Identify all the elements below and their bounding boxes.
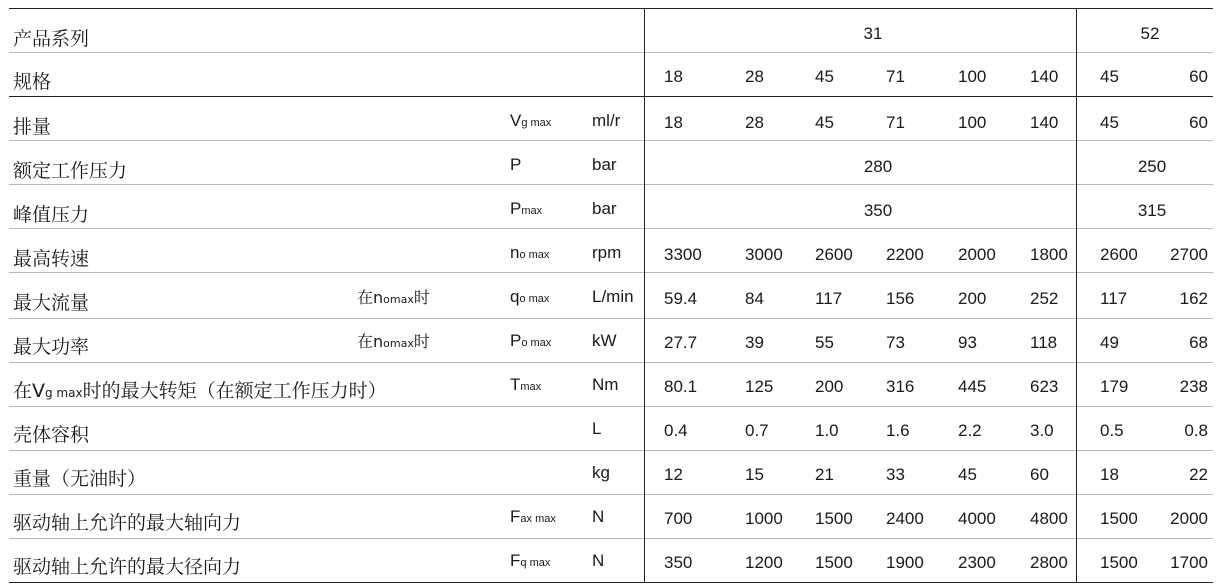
value-text: 0.5 bbox=[1100, 421, 1124, 440]
row-label bbox=[13, 338, 89, 357]
note-subscript: omax bbox=[383, 337, 414, 350]
table-cell bbox=[1100, 466, 1119, 483]
table-cell bbox=[815, 334, 834, 351]
row-unit bbox=[592, 200, 617, 217]
symbol-main: T bbox=[510, 375, 521, 394]
row-label bbox=[13, 206, 89, 225]
table-cell bbox=[886, 466, 905, 483]
unit-text: L/min bbox=[592, 287, 634, 306]
value-text: 59.4 bbox=[664, 289, 698, 308]
table-cell bbox=[1189, 466, 1208, 483]
label-subscript: g max bbox=[45, 386, 83, 400]
condition-note bbox=[357, 290, 430, 306]
value-text: 21 bbox=[815, 465, 834, 484]
value-text: 93 bbox=[958, 333, 977, 352]
symbol-main: F bbox=[510, 551, 521, 570]
spec-text: 140 bbox=[1030, 67, 1059, 86]
symbol-subscript: ax max bbox=[520, 513, 556, 525]
table-cell bbox=[886, 246, 924, 263]
row-unit bbox=[592, 552, 604, 569]
unit-text: kW bbox=[592, 331, 617, 350]
note-text: 时 bbox=[413, 288, 430, 307]
row-label bbox=[13, 294, 89, 313]
spec-text: 45 bbox=[815, 67, 834, 86]
value-text: 200 bbox=[958, 289, 987, 308]
table-cell bbox=[664, 290, 697, 307]
table-cell bbox=[815, 290, 842, 307]
value-text: 156 bbox=[886, 289, 915, 308]
row-symbol bbox=[510, 156, 521, 173]
table-cell bbox=[664, 114, 683, 131]
value-text: 1900 bbox=[886, 553, 924, 572]
table-cell bbox=[886, 290, 914, 307]
symbol-main: V bbox=[510, 111, 522, 130]
spec-text: 45 bbox=[1100, 67, 1119, 86]
value-text: 1500 bbox=[1100, 553, 1138, 572]
unit-text: L bbox=[592, 419, 602, 438]
spec-value bbox=[1189, 68, 1208, 85]
table-cell bbox=[958, 378, 986, 395]
label-part: 时的最大转矩（在额定工作压力时） bbox=[82, 380, 387, 402]
unit-text: N bbox=[592, 551, 605, 570]
rule bbox=[9, 272, 1213, 273]
value-text: 2600 bbox=[815, 245, 853, 264]
table-cell bbox=[815, 114, 834, 131]
table-cell bbox=[1180, 378, 1208, 395]
unit-text: ml/r bbox=[592, 111, 621, 130]
value-text: 117 bbox=[815, 289, 843, 308]
table-cell bbox=[745, 554, 783, 571]
value-text: 238 bbox=[1179, 377, 1208, 396]
table-cell bbox=[664, 246, 702, 263]
note-subscript: omax bbox=[383, 293, 414, 306]
row-unit bbox=[592, 112, 620, 129]
value-text: 39 bbox=[745, 333, 764, 352]
table-cell bbox=[1030, 422, 1054, 439]
series-52: 52 bbox=[1140, 24, 1160, 43]
table-cell bbox=[745, 422, 769, 439]
row-label bbox=[13, 162, 127, 181]
value-text: 1.0 bbox=[815, 421, 839, 440]
row-unit bbox=[592, 156, 617, 173]
value-text: 49 bbox=[1100, 333, 1119, 352]
value-text: 2600 bbox=[1100, 245, 1138, 264]
note-text: 在n bbox=[357, 332, 384, 351]
value-text: 623 bbox=[1030, 377, 1059, 396]
row-unit bbox=[592, 508, 604, 525]
value-text: 18 bbox=[664, 113, 683, 132]
value-text: 55 bbox=[815, 333, 834, 352]
unit-text: rpm bbox=[592, 243, 622, 262]
row-symbol bbox=[510, 332, 551, 349]
table-cell bbox=[1100, 334, 1119, 351]
row-symbol bbox=[510, 288, 549, 305]
value-text: 350 bbox=[863, 201, 893, 220]
table-cell bbox=[1030, 378, 1058, 395]
condition-note bbox=[357, 334, 430, 350]
label-text: 重量（无油时） bbox=[13, 468, 147, 490]
table-cell bbox=[815, 246, 853, 263]
symbol-subscript: o max bbox=[519, 249, 550, 261]
symbol-main: q bbox=[510, 287, 520, 306]
row-label bbox=[13, 426, 89, 445]
row-label bbox=[13, 382, 387, 401]
value-text: 118 bbox=[1030, 333, 1058, 352]
table-cell bbox=[815, 554, 853, 571]
value-text: 315 bbox=[1137, 201, 1167, 220]
value-text: 0.4 bbox=[664, 421, 688, 440]
spec-value bbox=[1030, 68, 1058, 85]
value-text: 12 bbox=[664, 465, 683, 484]
value-text: 84 bbox=[745, 289, 764, 308]
value-text: 100 bbox=[958, 113, 987, 132]
table-cell bbox=[745, 466, 764, 483]
value-text: 1500 bbox=[1100, 509, 1138, 528]
note-text: 时 bbox=[413, 332, 430, 351]
table-cell bbox=[1100, 378, 1128, 395]
row-symbol bbox=[510, 200, 542, 217]
spec-value bbox=[1100, 68, 1119, 85]
value-text: 18 bbox=[1100, 465, 1119, 484]
label-text: 最高转速 bbox=[13, 248, 90, 270]
table-cell bbox=[886, 378, 914, 395]
rule bbox=[9, 362, 1213, 363]
spec-value bbox=[958, 68, 986, 85]
value-text: 2700 bbox=[1170, 245, 1208, 264]
table-cell bbox=[1100, 510, 1138, 527]
row-unit bbox=[592, 420, 601, 437]
table-cell bbox=[958, 554, 996, 571]
table-cell bbox=[1189, 334, 1208, 351]
value-text: 4000 bbox=[958, 509, 996, 528]
rule bbox=[9, 494, 1213, 495]
table-cell bbox=[1030, 334, 1057, 351]
series-31: 31 bbox=[863, 24, 883, 43]
value-text: 45 bbox=[958, 465, 977, 484]
rule bbox=[9, 52, 1213, 53]
table-cell bbox=[886, 422, 910, 439]
value-text: 445 bbox=[958, 377, 987, 396]
label-text: 峰值压力 bbox=[13, 204, 90, 226]
value-text: 250 bbox=[1137, 157, 1167, 176]
spec-value bbox=[745, 68, 764, 85]
table-cell bbox=[664, 510, 692, 527]
spec-value bbox=[886, 68, 905, 85]
symbol-main: P bbox=[510, 199, 522, 218]
row-unit bbox=[592, 464, 610, 481]
label-text: 驱动轴上允许的最大径向力 bbox=[13, 556, 242, 578]
table-cell bbox=[815, 378, 843, 395]
value-text: 2800 bbox=[1030, 553, 1068, 572]
table-cell bbox=[1170, 554, 1208, 571]
value-text: 179 bbox=[1100, 377, 1129, 396]
value-text: 15 bbox=[745, 465, 764, 484]
value-text: 27.7 bbox=[664, 333, 698, 352]
symbol-main: n bbox=[510, 243, 520, 262]
row-symbol bbox=[510, 552, 550, 569]
unit-text: N bbox=[592, 507, 605, 526]
table-cell bbox=[745, 378, 773, 395]
table-cell bbox=[1100, 290, 1127, 307]
table-cell bbox=[958, 466, 977, 483]
unit-text: bar bbox=[592, 155, 617, 174]
row-label bbox=[13, 514, 241, 533]
rule-bottom bbox=[9, 582, 1213, 583]
symbol-subscript: o max bbox=[521, 337, 552, 349]
row-label bbox=[13, 558, 241, 577]
value-text: 28 bbox=[745, 113, 764, 132]
row-unit bbox=[592, 332, 617, 349]
value-text: 2300 bbox=[958, 553, 996, 572]
table-cell bbox=[1184, 422, 1208, 439]
value-text: 1800 bbox=[1030, 245, 1068, 264]
symbol-main: F bbox=[510, 507, 521, 526]
value-text: 1.6 bbox=[886, 421, 910, 440]
rule-header-bottom bbox=[9, 96, 1213, 97]
value-text: 252 bbox=[1030, 289, 1059, 308]
unit-text: bar bbox=[592, 199, 617, 218]
unit-text: Nm bbox=[592, 375, 619, 394]
value-text: 80.1 bbox=[664, 377, 698, 396]
table-cell bbox=[1030, 114, 1058, 131]
table-cell bbox=[886, 114, 905, 131]
value-text: 2000 bbox=[1170, 509, 1208, 528]
label-text: 最大流量 bbox=[13, 292, 90, 314]
merged-value-52 bbox=[1138, 202, 1166, 219]
table-cell bbox=[664, 378, 697, 395]
symbol-subscript: max bbox=[521, 205, 543, 217]
spec-text: 18 bbox=[664, 67, 683, 86]
value-text: 125 bbox=[745, 377, 774, 396]
value-text: 2000 bbox=[958, 245, 996, 264]
row-label bbox=[13, 118, 51, 137]
table-cell bbox=[664, 422, 688, 439]
value-text: 3000 bbox=[745, 245, 783, 264]
table-cell bbox=[958, 246, 996, 263]
value-text: 2400 bbox=[886, 509, 924, 528]
table-cell bbox=[1100, 554, 1138, 571]
table-cell bbox=[1100, 422, 1124, 439]
merged-value-31 bbox=[864, 158, 892, 175]
table-cell bbox=[1189, 114, 1208, 131]
value-text: 0.7 bbox=[745, 421, 769, 440]
row-symbol bbox=[510, 244, 549, 261]
label-text: 壳体容积 bbox=[13, 424, 90, 446]
table-cell bbox=[745, 246, 783, 263]
value-text: 71 bbox=[886, 113, 905, 132]
merged-value-52 bbox=[1138, 158, 1166, 175]
table-cell bbox=[958, 422, 982, 439]
value-text: 2.2 bbox=[958, 421, 982, 440]
rule bbox=[9, 406, 1213, 407]
value-text: 1500 bbox=[815, 553, 853, 572]
label-text: 驱动轴上允许的最大轴向力 bbox=[13, 512, 242, 534]
value-text: 1700 bbox=[1170, 553, 1208, 572]
value-text: 1200 bbox=[745, 553, 783, 572]
symbol-main: P bbox=[510, 331, 522, 350]
value-text: 140 bbox=[1030, 113, 1059, 132]
spec-value bbox=[664, 68, 683, 85]
table-cell bbox=[664, 466, 683, 483]
table-cell bbox=[1100, 246, 1138, 263]
label-text: 额定工作压力 bbox=[13, 160, 128, 182]
table-cell bbox=[815, 510, 853, 527]
label-text: 排量 bbox=[13, 116, 52, 138]
value-text: 3300 bbox=[664, 245, 702, 264]
spec-label: 规格 bbox=[13, 71, 52, 93]
value-text: 200 bbox=[815, 377, 844, 396]
symbol-subscript: q max bbox=[520, 557, 551, 569]
rule bbox=[9, 318, 1213, 319]
value-text: 316 bbox=[886, 377, 915, 396]
row-unit bbox=[592, 376, 618, 393]
table-cell bbox=[745, 114, 764, 131]
row-symbol bbox=[510, 376, 541, 393]
row-unit bbox=[592, 288, 634, 305]
merged-value-31 bbox=[864, 202, 892, 219]
label-text: 最大功率 bbox=[13, 336, 90, 358]
table-cell bbox=[815, 466, 834, 483]
spec-text: 71 bbox=[886, 67, 905, 86]
value-text: 350 bbox=[664, 553, 693, 572]
value-text: 1000 bbox=[745, 509, 783, 528]
table-cell bbox=[958, 114, 986, 131]
value-text: 45 bbox=[1100, 113, 1119, 132]
table-cell bbox=[1170, 510, 1208, 527]
table-cell bbox=[1030, 290, 1058, 307]
row-unit bbox=[592, 244, 621, 261]
value-text: 60 bbox=[1030, 465, 1049, 484]
table-cell bbox=[1030, 246, 1068, 263]
table-cell bbox=[886, 510, 924, 527]
rule-top bbox=[9, 8, 1213, 9]
value-text: 0.8 bbox=[1184, 421, 1208, 440]
series-divider bbox=[1076, 8, 1077, 583]
value-text: 3.0 bbox=[1030, 421, 1054, 440]
row-symbol bbox=[510, 508, 556, 525]
table-cell bbox=[1180, 290, 1208, 307]
table-cell bbox=[958, 290, 986, 307]
value-text: 22 bbox=[1189, 465, 1208, 484]
unit-text: kg bbox=[592, 463, 610, 482]
row-symbol bbox=[510, 112, 551, 129]
value-text: 68 bbox=[1189, 333, 1208, 352]
table-cell bbox=[745, 290, 764, 307]
value-text: 117 bbox=[1100, 289, 1128, 308]
symbol-main: P bbox=[510, 155, 522, 174]
table-cell bbox=[1030, 510, 1068, 527]
spec-text: 28 bbox=[745, 67, 764, 86]
table-cell bbox=[958, 334, 977, 351]
value-text: 700 bbox=[664, 509, 693, 528]
table-cell bbox=[886, 554, 924, 571]
table-cell bbox=[664, 554, 692, 571]
note-text: 在n bbox=[357, 288, 384, 307]
symbol-subscript: max bbox=[520, 381, 542, 393]
rule bbox=[9, 538, 1213, 539]
table-cell bbox=[745, 334, 764, 351]
value-text: 45 bbox=[815, 113, 834, 132]
symbol-subscript: g max bbox=[521, 117, 552, 129]
table-cell bbox=[886, 334, 905, 351]
table-cell bbox=[815, 422, 839, 439]
label-part: 在V bbox=[13, 380, 45, 402]
spec-text: 60 bbox=[1189, 67, 1208, 86]
series-label: 产品系列 bbox=[13, 28, 90, 50]
value-text: 280 bbox=[863, 157, 893, 176]
value-text: 4800 bbox=[1030, 509, 1068, 528]
table-cell bbox=[1030, 466, 1049, 483]
table-cell bbox=[1030, 554, 1068, 571]
value-text: 2200 bbox=[886, 245, 924, 264]
value-text: 60 bbox=[1189, 113, 1208, 132]
value-text: 73 bbox=[886, 333, 905, 352]
table-cell bbox=[958, 510, 996, 527]
table-cell bbox=[745, 510, 783, 527]
rule bbox=[9, 140, 1213, 141]
row-label bbox=[13, 470, 146, 489]
value-text: 1500 bbox=[815, 509, 853, 528]
symbol-subscript: o max bbox=[519, 293, 550, 305]
value-text: 33 bbox=[886, 465, 905, 484]
row-label bbox=[13, 250, 89, 269]
rule bbox=[9, 184, 1213, 185]
table-cell bbox=[664, 334, 697, 351]
spec-text: 100 bbox=[958, 67, 987, 86]
column-divider bbox=[644, 8, 645, 583]
rule bbox=[9, 228, 1213, 229]
spec-value bbox=[815, 68, 834, 85]
table-cell bbox=[1170, 246, 1208, 263]
table-cell bbox=[1100, 114, 1119, 131]
value-text: 162 bbox=[1179, 289, 1208, 308]
rule bbox=[9, 450, 1213, 451]
